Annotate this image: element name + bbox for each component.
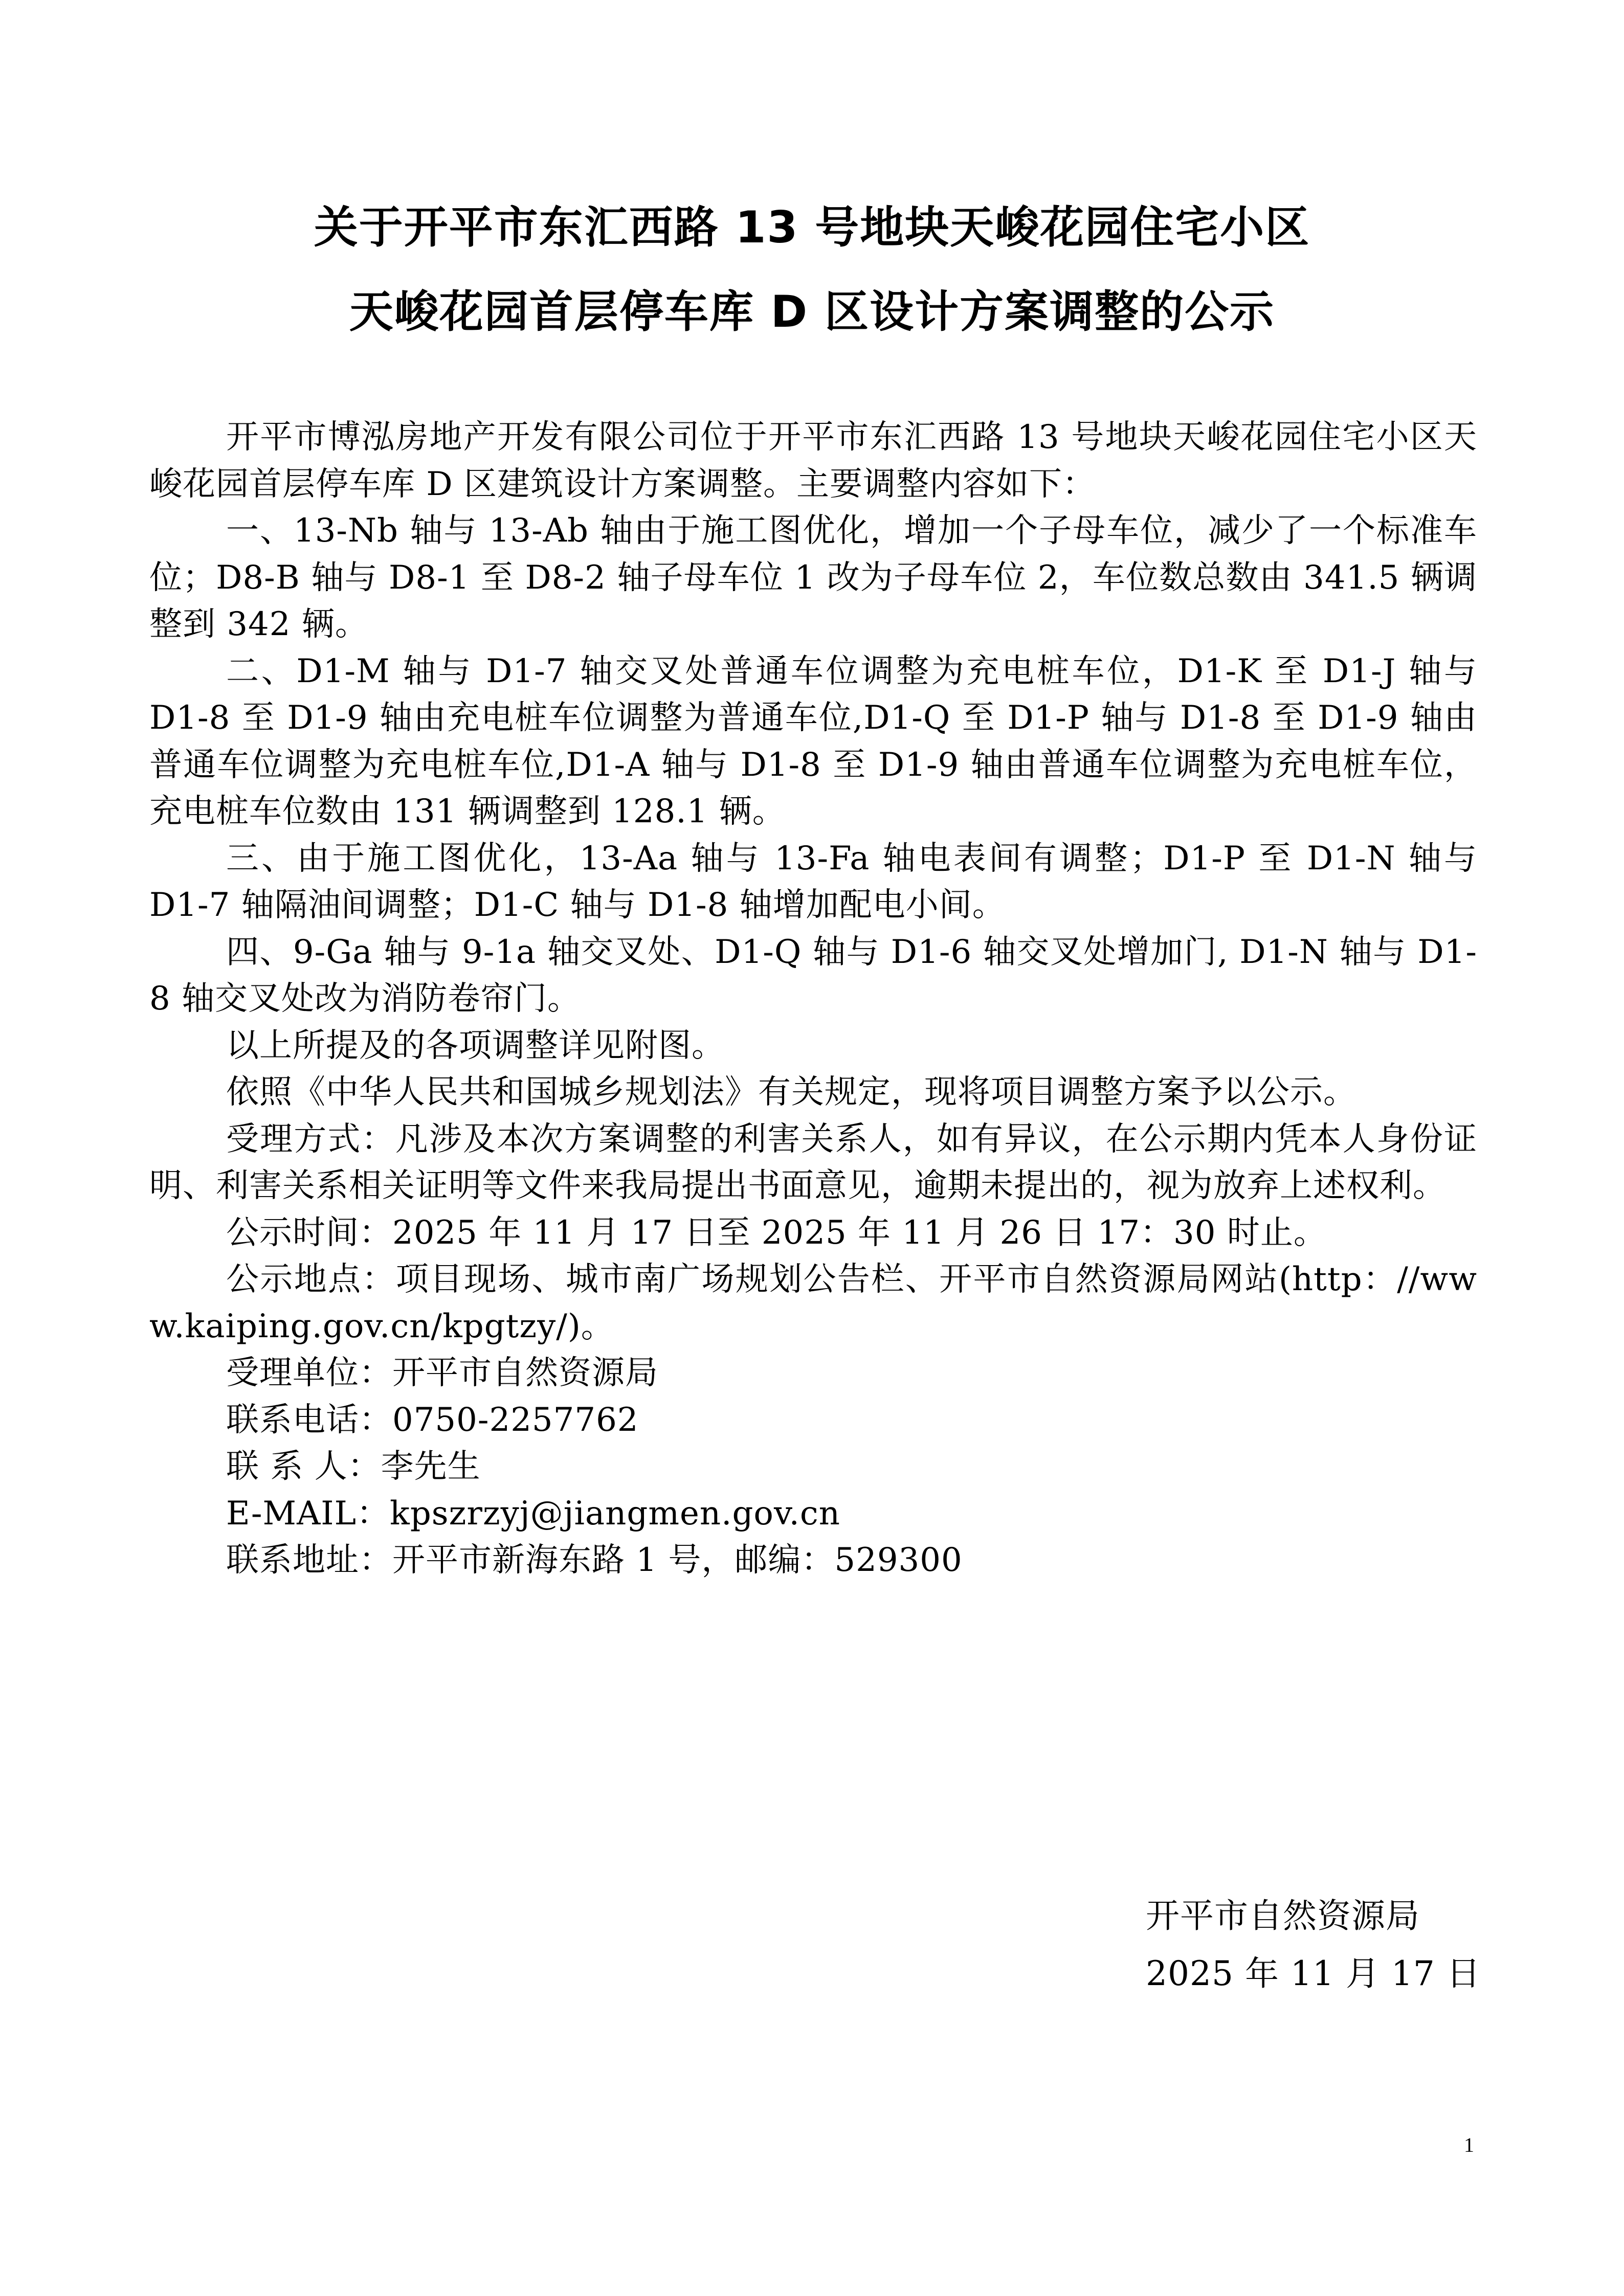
adjustment-item-4: 四、9-Ga 轴与 9-1a 轴交叉处、D1-Q 轴与 D1-6 轴交叉处增加门, D1-N 轴与 D1-8 轴交叉处改为消防卷帘门。	[149, 933, 1477, 1018]
contact-phone: 联系电话：0750-2257762	[226, 1401, 639, 1439]
adjustment-item-3: 三、由于施工图优化，13-Aa 轴与 13-Fa 轴电表间有调整；D1-P 至 D1-N 轴与 D1-7 轴隔油间调整；D1-C 轴与 D1-8 轴增加配电小间。	[149, 839, 1477, 924]
objection-method: 受理方式：凡涉及本次方案调整的利害关系人，如有异议，在公示期内凭本人身份证明、利害关系相关证明等文件来我局提出书面意见，逾期未提出的，视为放弃上述权利。	[149, 1120, 1477, 1205]
document-title-line-1: 关于开平市东汇西路 13 号地块天峻花园住宅小区	[314, 202, 1310, 253]
page-number: 1	[1464, 2133, 1474, 2156]
contact-unit: 受理单位：开平市自然资源局	[226, 1354, 658, 1392]
adjustment-item-1: 一、13-Nb 轴与 13-Ab 轴由于施工图优化，增加一个子母车位，减少了一个标准车位；D8-B 轴与 D8-1 至 D8-2 轴子母车位 1 改为子母车位 2，车位数总数由 341.5 辆调整到 342 辆。	[149, 512, 1477, 643]
legal-basis: 依照《中华人民共和国城乡规划法》有关规定，现将项目调整方案予以公示。	[226, 1073, 1356, 1111]
adjustment-item-2: 二、D1-M 轴与 D1-7 轴交叉处普通车位调整为充电桩车位，D1-K 至 D1-J 轴与 D1-8 至 D1-9 轴由充电桩车位调整为普通车位,D1-Q 至 D1-P 轴与 D1-8 至 D1-9 轴由普通车位调整为充电桩车位,D1-A 轴与 D1-8 至 D1-9 轴由普通车位调整为充电桩车位，充电桩车位数由 131 辆调整到 128.1 辆。	[149, 652, 1477, 830]
document-title-line-2: 天峻花园首层停车库 D 区设计方案调整的公示	[349, 286, 1275, 337]
notice-period: 公示时间：2025 年 11 月 17 日至 2025 年 11 月 26 日 17：30 时止。	[226, 1213, 1327, 1252]
contact-address: 联系地址：开平市新海东路 1 号，邮编：529300	[226, 1541, 963, 1579]
document-body	[149, 414, 1477, 1584]
attachment-note: 以上所提及的各项调整详见附图。	[226, 1026, 725, 1065]
notice-location: 公示地点：项目现场、城市南广场规划公告栏、开平市自然资源局网站(http：//www.kaiping.gov.cn/kpgtzy/)。	[149, 1260, 1477, 1345]
contact-person: 联 系 人：李先生	[226, 1448, 481, 1485]
signature-block	[1146, 1887, 1481, 2002]
issuer-name: 开平市自然资源局	[1146, 1896, 1420, 1935]
intro-paragraph: 开平市博泓房地产开发有限公司位于开平市东汇西路 13 号地块天峻花园住宅小区天峻花园首层停车库 D 区建筑设计方案调整。主要调整内容如下：	[149, 418, 1477, 503]
issue-date: 2025 年 11 月 17 日	[1146, 1954, 1481, 1993]
contact-email: E-MAIL：kpszrzyj@jiangmen.gov.cn	[226, 1494, 840, 1533]
